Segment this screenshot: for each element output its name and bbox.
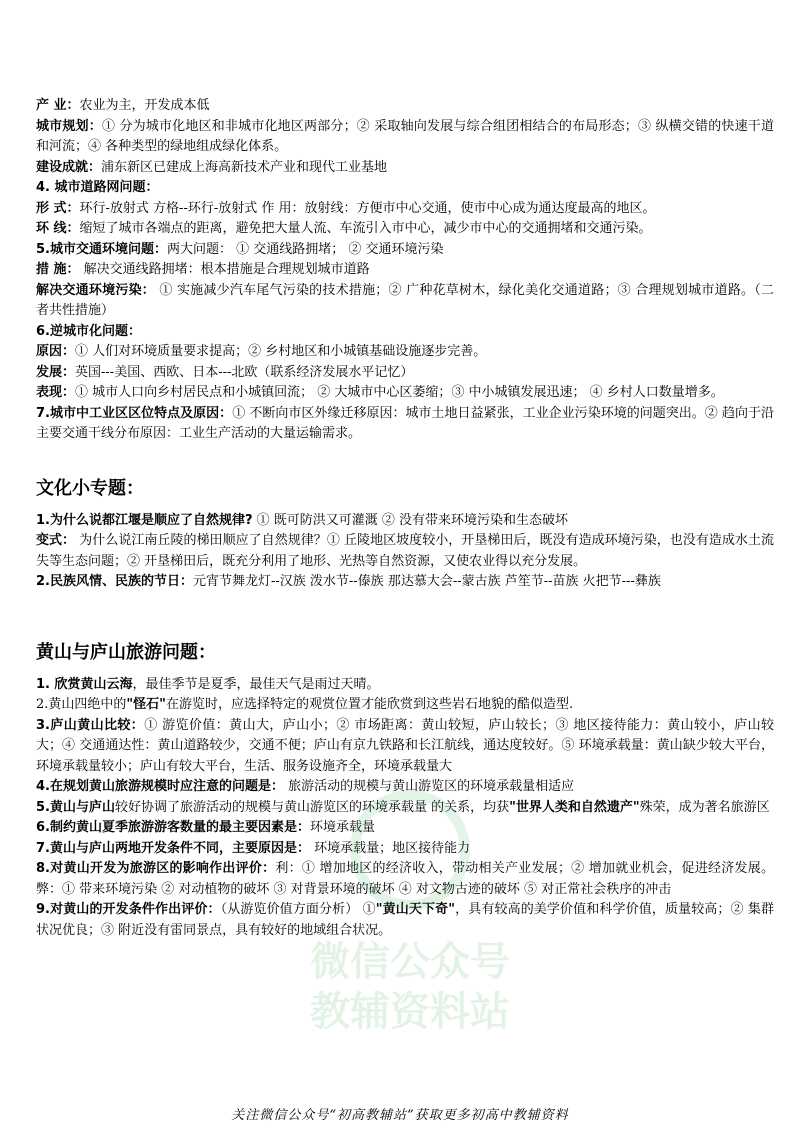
label: 建设成就： <box>36 159 102 175</box>
text: 在游览时，应选择特定的观赏位置才能欣赏到这些岩石地貌的酷似造型. <box>165 697 574 712</box>
label: 表现： <box>36 385 76 400</box>
label: 形 式： <box>36 200 80 216</box>
label: 城市规划： <box>36 118 102 134</box>
text: 解决交通线路拥堵：根本措施是合理规划城市道路 <box>79 262 370 277</box>
text: 为什么说江南丘陵的梯田顺应了自然规律？① 丘陵地区坡度较小，开垦梯田后，既没有造成环境污染，也没有造成水土流失等生态问题；② 开垦梯田后，既充分利用了地形、光热等自然资源，又使农业得以充分发展。 <box>36 533 774 569</box>
text: 环境承载量 <box>309 820 375 835</box>
text: ，具有较高的美学价值和科学价值，质量较高；② 集群状况优良；③ 附近没有雷同景点，具有较好的地域组合状况。 <box>36 902 775 938</box>
line-traffic-problem <box>36 240 774 261</box>
label: 6.制约黄山夏季旅游游客数量的最主要因素是： <box>36 820 310 835</box>
label: 7.黄山与庐山两地开发条件不同，主要原因是： <box>36 840 310 856</box>
line-conditions-differ <box>36 839 774 860</box>
label: 1.为什么说都江堰是顺应了自然规律? <box>36 512 253 528</box>
text: 殊荣，成为著名旅游区 <box>639 799 770 815</box>
line-measures <box>36 260 774 281</box>
label: 措 施： <box>36 262 80 277</box>
label: 5.黄山与庐山 <box>36 799 115 815</box>
line-festivals <box>36 572 774 593</box>
section-title-culture: 文化小专题： <box>36 477 144 499</box>
text: ① 不断向市区外缘迁移原因：城市土地日益紧张，工业企业污染环境的问题突出。② 趋向于沿主要交通干线分布原因：工业生产活动的大量运输需求。 <box>36 405 775 441</box>
label: 1. 欣赏黄山云海 <box>36 676 133 692</box>
line-comparison <box>36 716 774 778</box>
line-dujiangyan <box>36 511 774 532</box>
label: 5.城市交通环境问题： <box>36 241 167 257</box>
text: （从游览价值方面分析） ① <box>220 902 376 917</box>
text: 利：① 增加地区的经济收入，带动相关产业发展；② 增加就业机会，促进经济发展。 弊：① 带来环境污染 ② 对动植物的破坏 ③ 对背景环境的破坏 ④ 对文物古迹的破坏 ⑤ 对正常社会秩序的冲击 <box>36 861 775 897</box>
label: 变式： <box>36 533 76 548</box>
text: 浦东新区已建成上海高新技术产业和现代工业基地 <box>101 159 388 175</box>
text: 元宵节舞龙灯--汉族 泼水节--傣族 那达慕大会--蒙古族 芦笙节--苗族 火把节---彝族 <box>192 574 661 589</box>
line-road-network-heading <box>36 178 774 199</box>
text: 农业为主，开发成本低 <box>79 98 210 113</box>
label: 3.庐山黄山比较： <box>36 717 145 733</box>
text: ① 既可防洪又可灌溉 ② 没有带来环境污染和生态破坏 <box>252 512 569 528</box>
label: 4.在规划黄山旅游规模时应注意的问题是： <box>36 779 284 794</box>
label: "怪石" <box>126 697 166 712</box>
label: 解决交通环境污染： <box>36 282 156 298</box>
label: 原因： <box>36 344 76 359</box>
label: 4. 城市道路网问题： <box>36 180 159 195</box>
label: 环 线： <box>36 221 80 236</box>
line-strange-rocks <box>36 695 774 716</box>
line-pollution-solution <box>36 281 774 322</box>
line-development-evaluation <box>36 900 774 941</box>
text: 较好协调了旅游活动的规模与黄山游览区的环境承载量 的关系，均获 <box>114 799 510 815</box>
line-planning-scale <box>36 777 774 798</box>
text: ① 游览价值：黄山大，庐山小；② 市场距离：黄山较短，庐山较长；③ 地区接待能力：黄山较小，庐山较大；④ 交通通达性：黄山道路较少，交通不便；庐山有京九铁路和长江航线，通达度较好。⑤ 环境承载量：黄山缺少较大平台，环境承载量较小；庐山有较大平台，生活、服务设施齐全，环境承载量大 <box>36 717 774 774</box>
line-variant <box>36 531 774 572</box>
line-limiting-factor <box>36 818 774 839</box>
label: 发展： <box>36 364 76 380</box>
section-title-tourism: 黄山与庐山旅游问题： <box>36 641 216 663</box>
line-cloud-sea <box>36 675 774 696</box>
label: "世界人类和自然遗产" <box>509 799 640 815</box>
text: 旅游活动的规模与黄山游览区的环境承载量相适应 <box>283 779 575 794</box>
line-impact-evaluation <box>36 859 774 900</box>
watermark-text: 微信公众号 <box>310 939 510 985</box>
line-development <box>36 363 774 384</box>
label: 6.逆城市化问题： <box>36 323 141 339</box>
line-heritage <box>36 798 774 819</box>
text: ① 实施减少汽车尾气污染的技术措施；② 广种花草树木，绿化美化交通道路；③ 合理规划城市道路。（二者共性措施） <box>36 282 774 318</box>
watermark-text: 教辅资料站 <box>310 989 510 1035</box>
text: 两大问题： ① 交通线路拥堵； ② 交通环境污染 <box>166 241 444 257</box>
text: 环境承载量；地区接待能力 <box>309 840 471 856</box>
line-city-planning <box>36 117 774 158</box>
line-achievement <box>36 158 774 179</box>
line-industry <box>36 96 774 117</box>
line-form <box>36 199 774 220</box>
text: 缩短了城市各端点的距离，避免把大量人流、车流引入市中心，减少市中心的交通拥堵和交通污染。 <box>79 221 652 236</box>
text: ① 分为城市化地区和非城市化地区两部分；② 采取轴向发展与综合组团相结合的布局形态；③ 纵横交错的快速干道和河流；④ 各种类型的绿地组成绿化体系。 <box>36 118 774 154</box>
text: 2.黄山四绝中的 <box>36 697 127 712</box>
label: 8.对黄山开发为旅游区的影响作出评价： <box>36 861 276 876</box>
label: 7.城市中工业区区位特点及原因： <box>36 405 233 421</box>
document-body <box>36 96 774 941</box>
line-industrial-location <box>36 404 774 445</box>
line-cause <box>36 342 774 363</box>
label: "黄山天下奇" <box>375 902 455 917</box>
text: 环行-放射式 方格--环行-放射式 作 用：放射线：方便市中心交通，使市中心成为通达度最高的地区。 <box>79 200 656 216</box>
label: 产 业： <box>36 98 80 113</box>
label: 2.民族风情、民族的节日： <box>36 574 193 589</box>
text: ① 城市人口向乡村居民点和小城镇回流； ② 大城市中心区萎缩；③ 中小城镇发展迅速； ④ 乡村人口数量增多。 <box>75 385 724 400</box>
line-manifestation <box>36 383 774 404</box>
text: ① 人们对环境质量要求提高；② 乡村地区和小城镇基础设施逐步完善。 <box>75 344 487 359</box>
line-counter-urban-heading <box>36 322 774 343</box>
text: ，最佳季节是夏季，最佳天气是雨过天晴。 <box>132 676 380 692</box>
label: 9.对黄山的开发条件作出评价： <box>36 902 221 917</box>
page-footer: 关注微信公众号“初高教辅站”获取更多初高中教辅资料 <box>231 1108 569 1123</box>
line-ring <box>36 219 774 240</box>
text: 英国---美国、西欧、日本---北欧（联系经济发展水平记忆） <box>75 364 414 380</box>
